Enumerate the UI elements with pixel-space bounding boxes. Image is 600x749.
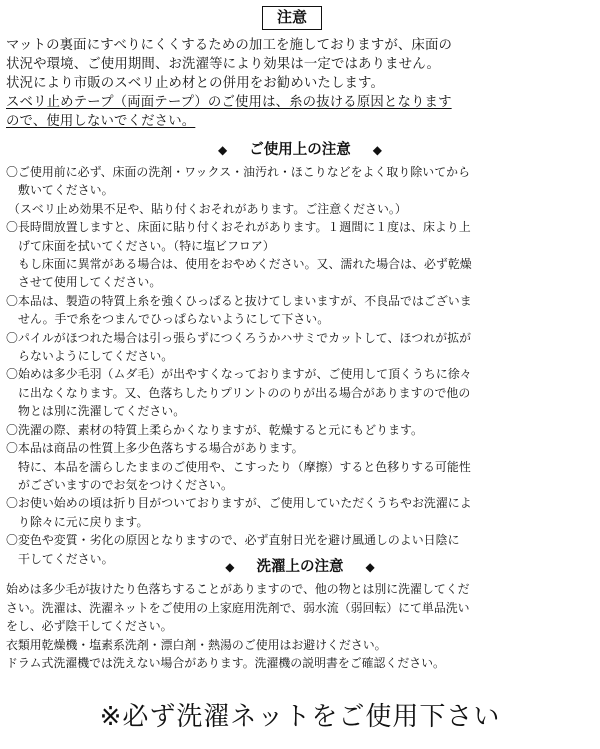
- usage-note-line: 〇本品は商品の性質上多少色落ちする場合があります。: [6, 441, 304, 456]
- usage-note-continuation: させて使用してください。: [18, 275, 162, 290]
- usage-note-line: 〇変色や変質・劣化の原因となりますので、必ず直射日光を避け風通しのよい日陰に: [6, 533, 460, 548]
- diamond-icon: ◆: [225, 560, 235, 574]
- usage-notes-list: [6, 163, 596, 568]
- wash-heading-label: 洗濯上の注意: [256, 559, 344, 575]
- usage-note-line: 〇お使い始めの頃は折り目がついておりますが、ご使用していただくうちやお洗濯によ: [6, 496, 472, 511]
- usage-note-continuation: 特に、本品を濡らしたままのご使用や、こすったり（摩擦）すると色移りする可能性: [18, 459, 471, 474]
- usage-heading-label: ご使用上の注意: [249, 142, 351, 158]
- usage-note: [6, 329, 596, 366]
- usage-note: [6, 218, 596, 292]
- usage-note-continuation: 物とは別に洗濯してください。: [18, 404, 186, 419]
- usage-note-continuation: もし床面に異常がある場合は、使用をおやめください。又、濡れた場合は、必ず乾燥: [18, 257, 472, 272]
- diamond-icon: ◆: [218, 143, 228, 157]
- usage-note-line: 〇ご使用前に必ず、床面の洗剤・ワックス・油汚れ・ほこりなどをよく取り除いてから: [6, 165, 471, 179]
- usage-note-continuation: らないようにしてください。: [18, 349, 174, 364]
- wash-line: ドラム式洗濯機では洗えない場合があります。洗濯機の説明書をご確認ください。: [6, 656, 445, 671]
- usage-note-line: 〇始めは多少毛羽（ムダ毛）が出やすくなっておりますが、ご使用して頂くうちに徐々: [6, 367, 472, 382]
- wash-line: をし、必ず陰干してください。: [6, 619, 173, 634]
- usage-note-line: 〇洗濯の際、素材の特質上柔らかくなりますが、乾燥すると元にもどります。: [6, 422, 423, 437]
- wash-line: 始めは多少毛が抜けたり色落ちすることがありますので、他の物とは別に洗濯してくだ: [6, 582, 470, 596]
- usage-note-continuation: 干してください。: [18, 551, 114, 566]
- intro-line: マットの裏面にすべりにくくするための加工を施しておりますが、床面の: [6, 38, 453, 53]
- usage-note: [6, 163, 596, 200]
- notice-title: 注意: [262, 6, 322, 30]
- usage-note-line: （スベリ止め効果不足や、貼り付くおそれがあります。ご注意ください。）: [8, 201, 407, 216]
- usage-note: [6, 421, 596, 439]
- usage-note-line: 〇長時間放置しますと、床面に貼り付くおそれがあります。１週間に１度は、床より上: [6, 220, 471, 235]
- diamond-icon: ◆: [372, 143, 382, 157]
- wash-line: さい。洗濯は、洗濯ネットをご使用の上家庭用洗剤で、弱水流（弱回転）にて単品洗い: [6, 600, 470, 615]
- usage-note: [6, 494, 596, 531]
- usage-note-line: 〇本品は、製造の特質上糸を強くひっぱると抜けてしまいますが、不良品ではございま: [6, 293, 472, 308]
- usage-note-continuation: 敷いてください。: [18, 183, 114, 198]
- usage-note-continuation: せん。手で糸をつまんでひっぱらないようにして下さい。: [18, 312, 330, 327]
- intro-line: 状況や環境、ご使用期間、お洗濯等により効果は一定ではありません。: [6, 57, 441, 72]
- intro-line-underlined: ので、使用しないでください。: [6, 114, 196, 129]
- usage-note-continuation: に出なくなります。又、色落ちしたりプリントののりが出る場合がありますので他の: [18, 385, 471, 400]
- usage-note: [6, 365, 596, 420]
- wash-line: 衣類用乾燥機・塩素系洗剤・漂白剤・熱湯のご使用はお避けください。: [6, 637, 387, 652]
- usage-note: [6, 292, 596, 329]
- usage-note-continuation: り除々に元に戻ります。: [18, 514, 149, 529]
- usage-note: [6, 200, 596, 218]
- intro-paragraph: [6, 36, 596, 131]
- wash-instructions: [6, 580, 596, 673]
- intro-line: 状況により市販のスベリ止め材との併用をお勧めいたします。: [6, 76, 385, 91]
- footer-warning: ※必ず洗濯ネットをご使用下さい: [99, 702, 501, 732]
- usage-note-continuation: がございますのでお気をつけください。: [18, 477, 233, 492]
- intro-line-underlined: スベリ止めテープ（両面テープ）のご使用は、糸の抜ける原因となります: [6, 95, 452, 110]
- usage-heading: [0, 140, 600, 160]
- wash-heading: [0, 557, 600, 577]
- usage-note: [6, 439, 596, 494]
- usage-note-line: 〇パイルがほつれた場合は引っ張らずにつくろうかハサミでカットして、ほつれが拡が: [6, 330, 472, 345]
- usage-note-continuation: げて床面を拭いてください。（特に塩ビフロア）: [18, 238, 275, 253]
- diamond-icon: ◆: [365, 560, 375, 574]
